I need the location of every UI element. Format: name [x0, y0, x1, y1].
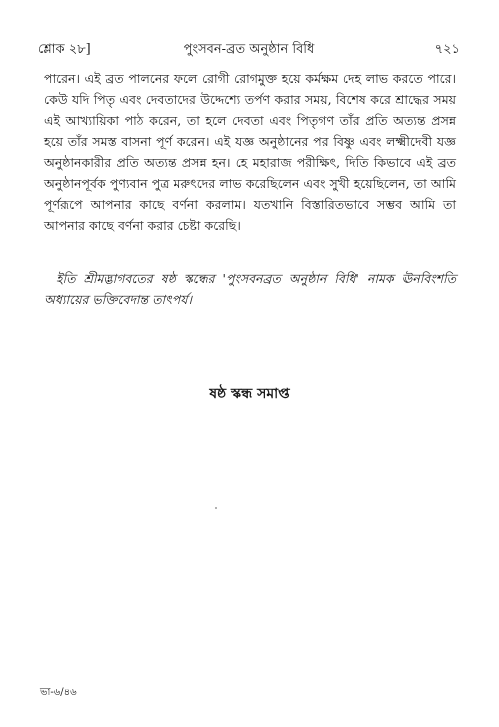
- canto-end-heading: ষষ্ঠ স্কন্ধ সমাপ্ত: [209, 386, 290, 402]
- signature-mark: ভা-৬/৪৬: [40, 687, 77, 698]
- page-number: ৭২১: [434, 42, 460, 57]
- chapter-colophon: [44, 268, 456, 310]
- print-speck: [215, 507, 217, 509]
- verse-reference: শ্লোক ২৮]: [38, 42, 91, 57]
- running-header: [38, 40, 460, 60]
- chapter-title: পুংসবন-ব্রত অনুষ্ঠান বিধি: [183, 42, 315, 57]
- purport-paragraph: পারেন। এই ব্রত পালনের ফলে রোগী রোগমুক্ত হয়ে কর্মক্ষম দেহ লাভ করতে পারে। কেউ যদি পিতৃ এবং দেবতাদের উদ্দেশ্যে তর্পণ করার সময়, বিশেষ করে শ্রাদ্ধের সময় এই আখ্যায়িকা পাঠ করেন, তা হলে দেবতা এবং পিতৃগণ তাঁর প্রতি অত্যন্ত প্রসন্ন হয়ে তাঁর সমস্ত বাসনা পূর্ণ করেন। এই যজ্ঞ অনুষ্ঠানের পর বিষ্ণু এবং লক্ষ্মীদেবী যজ্ঞ অনুষ্ঠানকারীর প্রতি অত্যন্ত প্রসন্ন হন। হে মহারাজ পরীক্ষিৎ, দিতি কিভাবে এই ব্রত অনুষ্ঠানপূর্বক পুণ্যবান পুত্র মরুৎদের লাভ করেছিলেন এবং সুখী হয়েছিলেন, তা আমি পূর্ণরূপে আপনার কাছে বর্ণনা করলাম। যতখানি বিস্তারিতভাবে সম্ভব আমি তা আপনার কাছে বর্ণনা করার চেষ্টা করেছি।: [44, 71, 456, 233]
- colophon-text: ইতি শ্রীমদ্ভাগবতের ষষ্ঠ স্কন্ধের 'পুংসবনব্রত অনুষ্ঠান বিধি' নামক ঊনবিংশতি অধ্যায়ের ভক্তিবেদান্ত তাৎপর্য।: [44, 271, 456, 307]
